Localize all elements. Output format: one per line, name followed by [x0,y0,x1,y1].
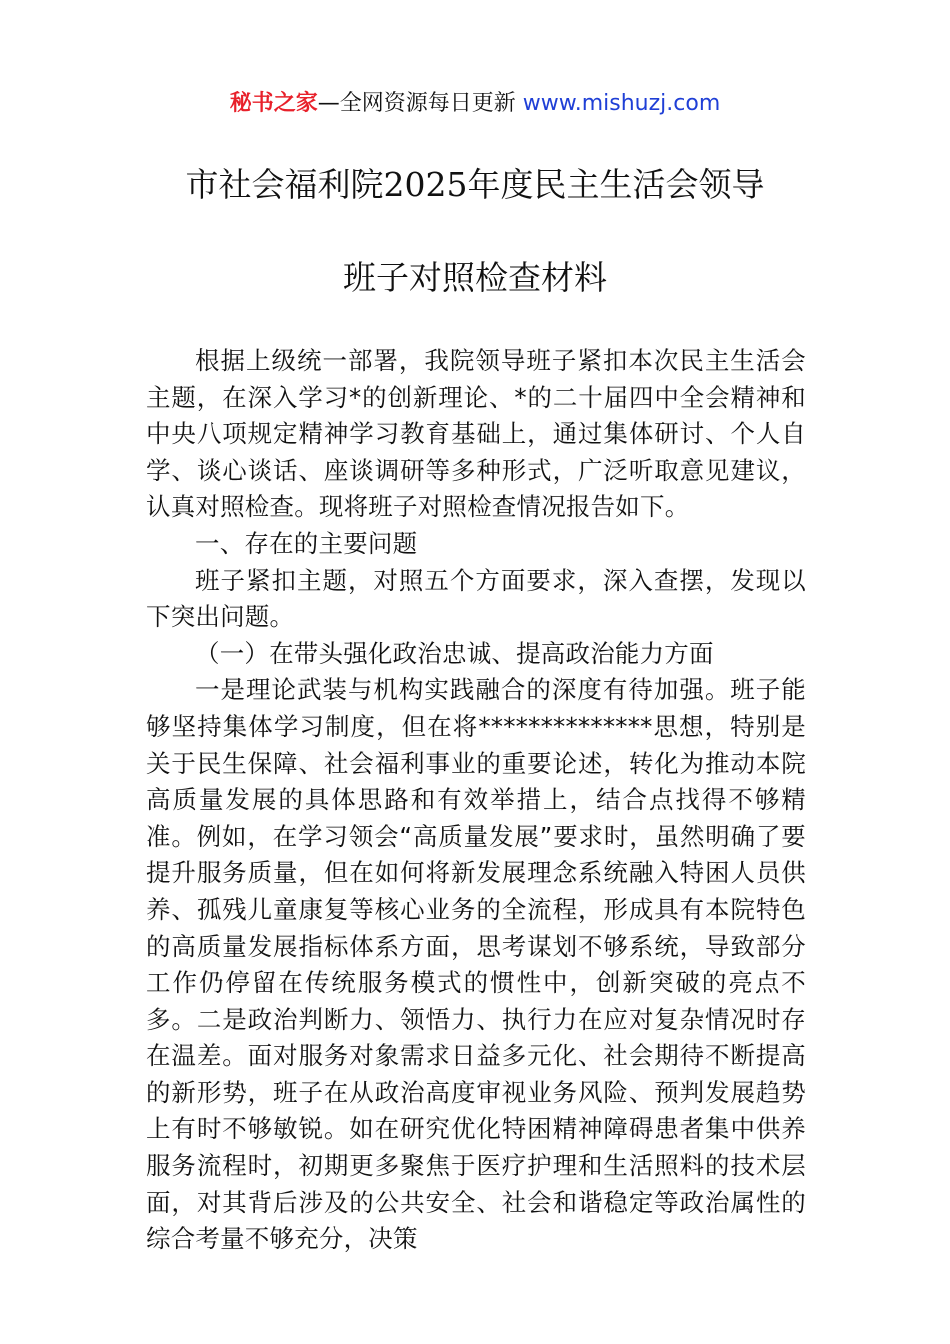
section-heading: 一、存在的主要问题 [195,528,418,558]
site-header [0,88,950,120]
document-title-line-2: 班子对照检查材料 [343,258,607,297]
paragraph-overview: 班子紧扣主题，对照五个方面要求，深入查摆，发现以下突出问题。 [146,565,806,632]
document-title-line-1: 市社会福利院2025年度民主生活会领导 [185,165,765,204]
paragraph-detail: 一是理论武装与机构实践融合的深度有待加强。班子能够坚持集体学习制度，但在将**************思想，特别是关于民生保障、社会福利事业的重要论述，转化为推动本院高质量发展的具体思路和有效举措上，结合点找得不够精准。例如，在学习领会“高质量发展”要求时，虽然明确了要提升服务质量，但在如何将新发展理念系统融入特困人员供养、孤残儿童康复等核心业务的全流程，形成具有本院特色的高质量发展指标体系方面，思考谋划不够系统，导致部分工作仍停留在传统服务模式的惯性中，创新突破的亮点不多。二是政治判断力、领悟力、执行力在应对复杂情况时存在温差。面对服务对象需求日益多元化、社会期待不断提高的新形势，班子在从政治高度审视业务风险、预判发展趋势上有时不够敏锐。如在研究优化特困精神障碍患者集中供养服务流程时，初期更多聚焦于医疗护理和生活照料的技术层面，对其背后涉及的公共安全、社会和谐稳定等政治属性的综合考量不够充分，决策 [146,675,806,1254]
site-url-link[interactable]: www.mishuzj.com [522,91,721,116]
subsection-heading: （一）在带头强化政治忠诚、提高政治能力方面 [195,638,714,668]
document-body [146,343,806,1258]
site-name: 秘书之家 [229,91,318,116]
site-tagline: —全网资源每日更新 [317,91,516,116]
paragraph-intro: 根据上级统一部署，我院领导班子紧扣本次民主生活会主题，在深入学习*的创新理论、*的二十届四中全会精神和中央八项规定精神学习教育基础上，通过集体研讨、个人自学、谈心谈话、座谈调研等多种形式，广泛听取意见建议，认真对照检查。现将班子对照检查情况报告如下。 [146,346,806,522]
